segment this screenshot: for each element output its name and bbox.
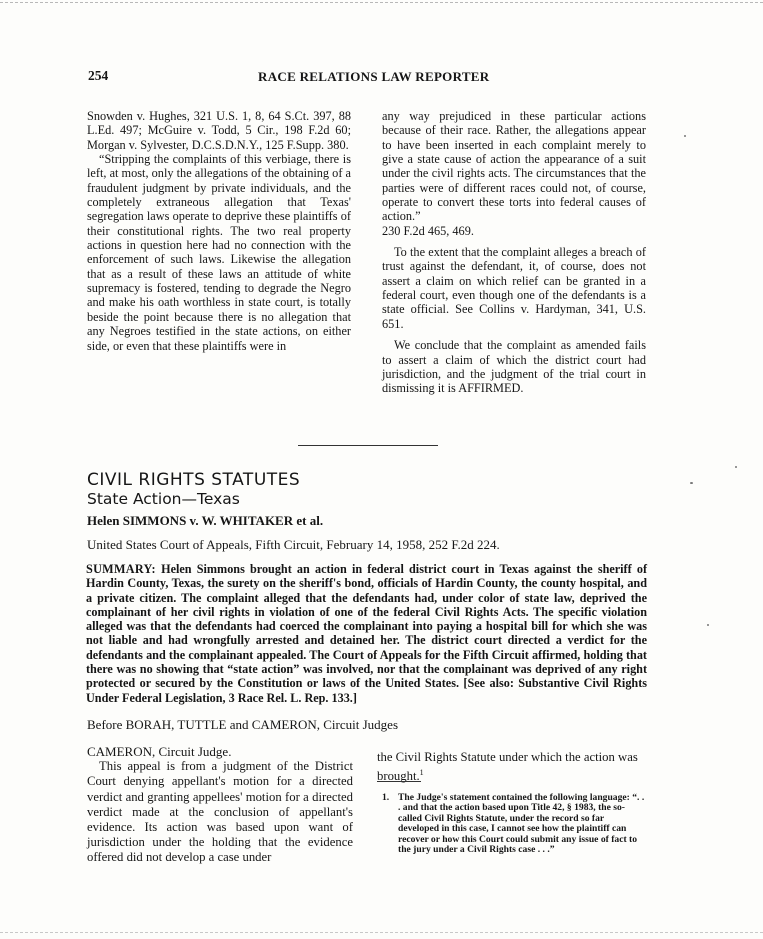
opinion-right-column xyxy=(377,750,647,784)
court-citation: United States Court of Appeals, Fifth Circuit, February 14, 1958, 252 F.2d 224. xyxy=(87,537,500,552)
section-title: CIVIL RIGHTS STATUTES xyxy=(87,470,301,490)
opinion-author: CAMERON, Circuit Judge. xyxy=(87,744,232,759)
case-summary xyxy=(86,562,647,705)
breach-paragraph: To the extent that the complaint alleges a breach of trust against the defendant, it, of course, does not assert a claim on which relief can be granted in a federal court, even though one of the defendants is a state official. See Collins v. Hardyman, 341, U.S. 651. xyxy=(382,245,646,331)
footnote-reference: 1 xyxy=(419,768,424,778)
footnote xyxy=(382,793,646,855)
opinion-continuation: the Civil Rights Statute under which the action was brought. xyxy=(377,750,638,784)
opinion-paragraph: This appeal is from a judgment of the District Court denying appellant's motion for a directed verdict and granting appellees' motion for a directed verdict made at the conclusion of appellant's evidence. Its action was based upon want of jurisdiction under the holding that the evidence offered did not develop a case under xyxy=(87,759,353,864)
running-title: RACE RELATIONS LAW REPORTER xyxy=(258,69,490,84)
scan-speck xyxy=(684,135,686,137)
scan-speck xyxy=(707,624,709,626)
panel-judges: Before BORAH, TUTTLE and CAMERON, Circuit Judges xyxy=(87,717,399,732)
case-name: Helen SIMMONS v. W. WHITAKER et al. xyxy=(87,513,324,528)
summary-text: Helen Simmons brought an action in federal district court in Texas against the sheriff of Hardin County, Texas, the surety on the sheriff's bond, officials of Hardin County, the county hospital, and a private citizen. The complaint alleged that the defendants had, under color of state law, deprived the complainant of her civil rights in violation of one of the federal Civil Rights Acts. The specific violation alleged was that the defendants had coerced the complainant into paying a hospital bill for which she was not liable and had wrongfully arrested and detained her. The district court directed a verdict for the defendants and the complainant appealed. The Court of Appeals for the Fifth Circuit affirmed, holding that there was no showing that “state action” was involved, nor that the complainant was deprived of any right protected or secured by the Constitution or laws of the United States. [See also: Substantive Civil Rights Under Federal Legislation, 3 Race Rel. L. Rep. 133.] xyxy=(86,562,648,705)
summary-label: SUMMARY: xyxy=(86,562,156,576)
scan-edge-bottom xyxy=(0,932,763,933)
scan-edge-top xyxy=(0,2,763,3)
section-subtitle: State Action—Texas xyxy=(87,490,240,508)
footnote-text: The Judge's statement contained the following language: “. . . and that the action based upon Title 42, § 1983, the so-called Civil Rights Statute, under the record so far developed in this case, I cannot see how the plaintiff can recover or how this Court could submit any issue of fact to the jury under a Civil Rights case . . .” xyxy=(398,792,645,856)
conclusion-paragraph: We conclude that the complaint as amended fails to assert a claim of which the district court had jurisdiction, and the judgment of the trial court in dismissing it is AFFIRMED. xyxy=(382,338,646,396)
upper-right-column xyxy=(382,109,646,396)
opinion-left-column xyxy=(87,745,353,865)
footnote-marker: 1. xyxy=(382,792,390,803)
quote-continuation: any way prejudiced in these particular actions because of their race. Rather, the allegations appear to have been inserted in each complaint merely to give a state cause of action the appearance of a suit under the civil rights acts. The circumstances that the parties were of different races could not, of course, operate to convert these torts into federal causes of action.” xyxy=(382,109,646,224)
scan-speck xyxy=(735,466,737,468)
citation-paragraph: Snowden v. Hughes, 321 U.S. 1, 8, 64 S.Ct. 397, 88 L.Ed. 497; McGuire v. Todd, 5 Cir., 198 F.2d 60; Morgan v. Sylvester, D.C.S.D.N.Y., 125 F.Supp. 380. xyxy=(87,109,351,152)
footnote-rule xyxy=(377,781,421,782)
quote-paragraph: “Stripping the complaints of this verbiage, there is left, at most, only the allegations of the obtaining of a fraudulent judgment by private individuals, and the completely extraneous allegation that Texas' segregation laws operate to deprive these plaintiffs of their constitutional rights. The two real property actions in question here had no connection with the enforcement of such laws. Likewise the allegation that as a result of these laws an attitude of white supremacy is fostered, tending to degrade the Negro and make his oath worthless in state court, is totally beside the point because there is no allegation that any Negroes testified in the state actions, on either side, or even that these plaintiffs were in xyxy=(87,152,351,353)
page-number: 254 xyxy=(88,68,109,83)
quote-citation: 230 F.2d 465, 469. xyxy=(382,223,474,238)
upper-left-column xyxy=(87,109,351,353)
scan-speck xyxy=(690,482,693,484)
section-divider xyxy=(298,445,438,446)
